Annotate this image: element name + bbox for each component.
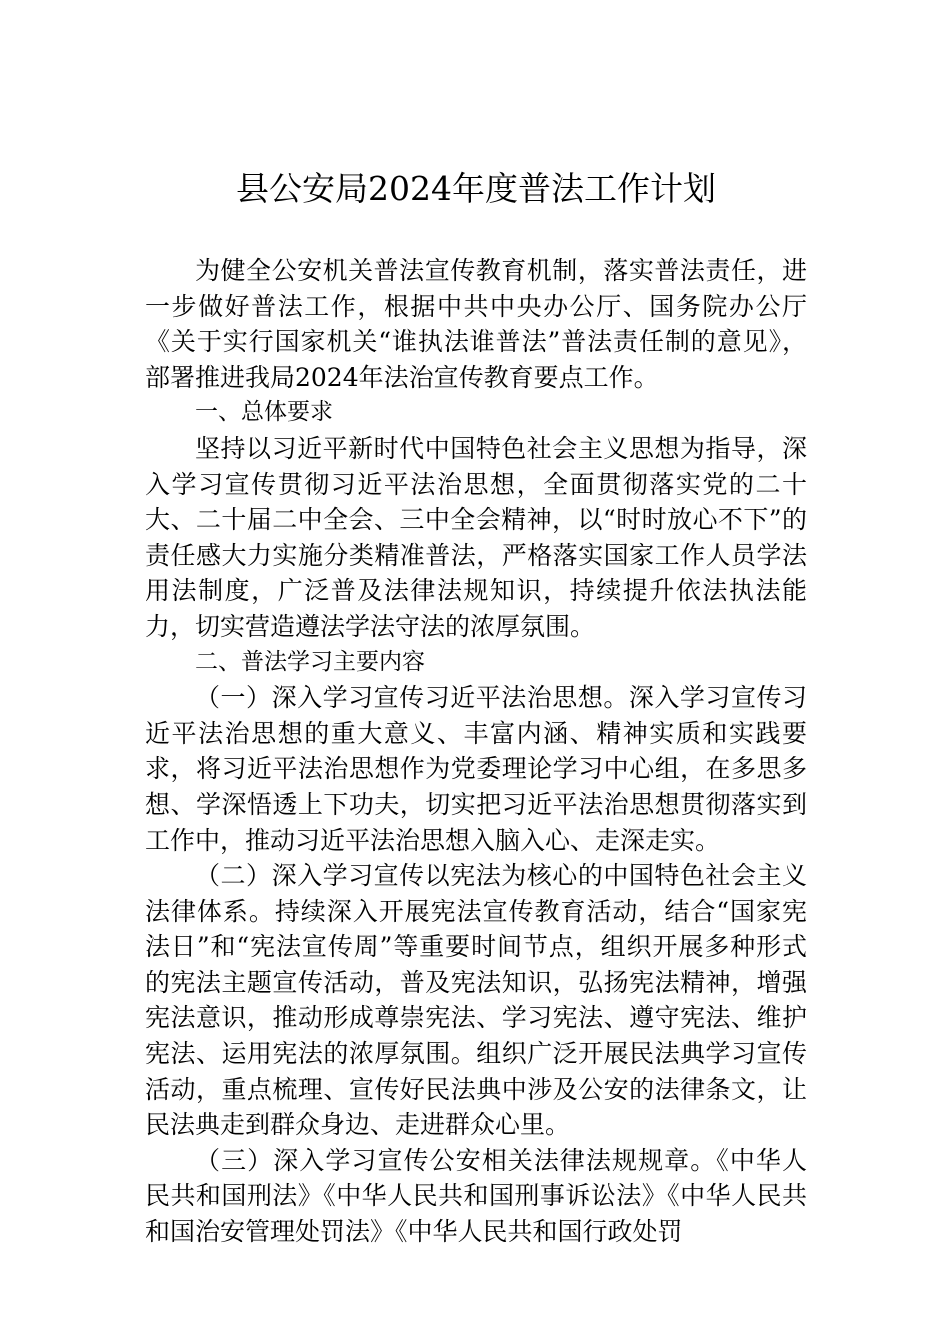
paragraph: 为健全公安机关普法宣传教育机制，落实普法责任，进一步做好普法工作，根据中共中央办公厅、国务院办公厅《关于实行国家机关“谁执法谁普法”普法责任制的意见》，部署推进我局2024年法治宣传教育要点工作。 [145,256,807,392]
document-title: 县公安局2024年度普法工作计划 [236,169,716,208]
paragraph: （一）深入学习宣传习近平法治思想。深入学习宣传习近平法治思想的重大意义、丰富内涵、精神实质和实践要求，将习近平法治思想作为党委理论学习中心组，在多思多想、学深悟透上下功夫，切实把习近平法治思想贯彻落实到工作中，推动习近平法治思想入脑入心、走深走实。 [145,683,807,855]
paragraph: 坚持以习近平新时代中国特色社会主义思想为指导，深入学习宣传贯彻习近平法治思想，全面贯彻落实党的二十大、二十届二中全会、三中全会精神，以“时时放心不下”的责任感大力实施分类精准普法，严格落实国家工作人员学法用法制度，广泛普及法律法规知识，持续提升依法执法能力，切实营造遵法学法守法的浓厚氛围。 [145,433,807,641]
document-page [145,165,807,1250]
paragraph: （二）深入学习宣传以宪法为核心的中国特色社会主义法律体系。持续深入开展宪法宣传教育活动，结合“国家宪法日”和“宪法宣传周”等重要时间节点，组织开展多种形式的宪法主题宣传活动，普及宪法知识，弘扬宪法精神，增强宪法意识，推动形成尊崇宪法、学习宪法、遵守宪法、维护宪法、运用宪法的浓厚氛围。组织广泛开展民法典学习宣传活动，重点梳理、宣传好民法典中涉及公安的法律条文，让民法典走到群众身边、走进群众心里。 [145,861,807,1140]
section-heading: 一、总体要求 [195,399,333,426]
document-body [145,253,807,1250]
paragraph: （三）深入学习宣传公安相关法律法规规章。《中华人民共和国刑法》《中华人民共和国刑事诉讼法》《中华人民共和国治安管理处罚法》《中华人民共和国行政处罚 [145,1145,807,1247]
section-heading: 二、普法学习主要内容 [195,648,425,675]
